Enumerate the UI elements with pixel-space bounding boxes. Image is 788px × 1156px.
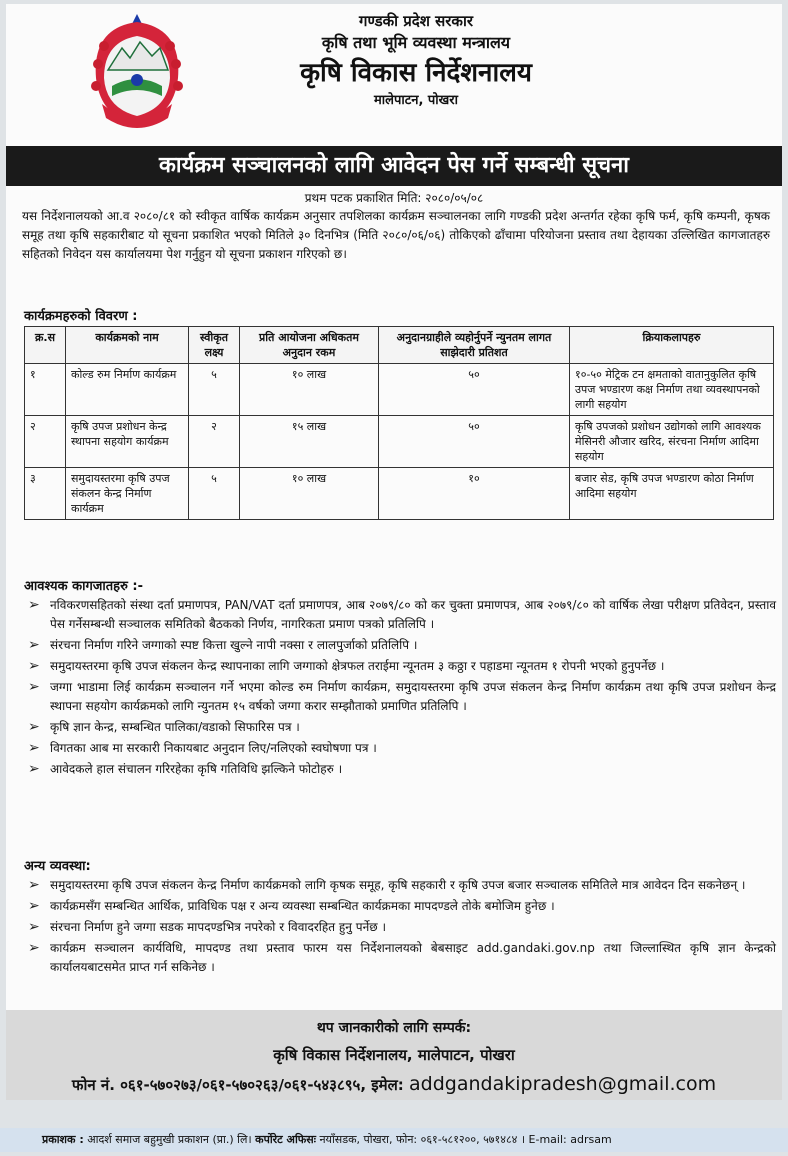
programs-table [24, 326, 774, 520]
list-item: ➢ आवेदकले हाल संचालन गरिरहेका कृषि गतिविधि झल्किने फोटोहरु । [28, 761, 343, 777]
office-label: कर्पोरेट अफिसः [255, 1133, 316, 1146]
list-item: ➢ विगतका आब मा सरकारी निकायबाट अनुदान लिए/नलिएको स्वघोषणा पत्र । [28, 740, 377, 756]
documents-list [24, 596, 776, 781]
col-share: अनुदानग्राहीले व्यहोर्नुपर्ने न्युनतम लागत साझेदारी प्रतिशत [379, 327, 570, 364]
publisher-label: प्रकाशक : [42, 1133, 84, 1146]
col-name: कार्यक्रमको नाम [66, 327, 189, 364]
publisher-footer [0, 1128, 788, 1152]
cell-target: ५ [189, 364, 240, 416]
table-row [25, 364, 774, 416]
office-location: मालेपाटन, पोखरा [373, 93, 458, 109]
cell-grant: १० लाख [240, 468, 379, 520]
cell-activities: १०-५० मेट्रिक टन क्षमताको वातानुकुलित कृषि उपज भण्डारण कक्ष निर्माण तथा व्यवस्थापनको लागी सहयोग [570, 364, 774, 416]
publication-date: प्रथम पटक प्रकाशित मिति: २०८०/०५/०८ [304, 191, 484, 205]
cell-activities: कृषि उपजको प्रशोधन उद्योगको लागि आवश्यक मेसिनरी औजार खरिद, संरचना निर्माण आदिमा सहयोग [570, 416, 774, 468]
programs-heading: कार्यक्रमहरुको विवरण : [24, 309, 138, 324]
arrow-bullet-icon: ➢ [28, 898, 40, 914]
cell-sn: ३ [25, 468, 66, 520]
notice-title: कार्यक्रम सञ्चालनको लागि आवेदन पेस गर्ने सम्बन्धी सूचना [6, 146, 782, 186]
list-item: ➢ जग्गा भाडामा लिई कार्यक्रम सञ्चालन गर्ने भएमा कोल्ड रुम निर्माण कार्यक्रम, समुदायस्तरमा कृषि उपज संकलन केन्द्र निर्माण कार्यक्रम तथा कृषि उपज प्रशोधन केन्द्र स्थापना सहयोग कार्यक्रमको लागि न्युनतम १५ वर्षको जग्गा करार सम्झौताको प्रमाणित प्रतिलिपि । [28, 679, 776, 713]
cell-grant: १० लाख [240, 364, 379, 416]
table-row [25, 416, 774, 468]
ministry-name: कृषि तथा भूमि व्यवस्था मन्त्रालय [321, 32, 511, 52]
nepal-emblem-icon [82, 8, 192, 138]
letterhead [6, 4, 782, 144]
contact-email[interactable]: addgandakipradesh@gmail.com [409, 1073, 717, 1095]
directorate-name: कृषि विकास निर्देशनालय [300, 57, 532, 88]
government-name: गण्डकी प्रदेश सरकार [359, 12, 473, 30]
list-item: ➢ समुदायस्तरमा कृषि उपज संकलन केन्द्र निर्माण कार्यक्रमको लागि कृषक समूह, कृषि सहकारी र कृषि उपज बजार सञ्चालक समितिले मात्र आवेदन दिन सकनेछन् । [28, 877, 746, 893]
list-item: ➢ संरचना निर्माण गरिने जग्गाको स्पष्ट कित्ता खुल्ने नापी नक्सा र लालपुर्जाको प्रतिलिपि । [28, 637, 418, 653]
cell-share: ५० [379, 416, 570, 468]
cell-sn: १ [25, 364, 66, 416]
list-item: ➢ कार्यक्रमसँग सम्बन्धित आर्थिक, प्राविधिक पक्ष र अन्य व्यवस्था सम्बन्धित कार्यक्रमका मापदण्डले तोके बमोजिम हुनेछ । [28, 898, 555, 914]
notice-sheet [6, 4, 782, 1100]
letterhead-text [206, 10, 626, 110]
arrow-bullet-icon: ➢ [28, 919, 40, 935]
contact-office: कृषि विकास निर्देशनालय, मालेपाटन, पोखरा [273, 1046, 515, 1064]
cell-share: ५० [379, 364, 570, 416]
arrow-bullet-icon: ➢ [28, 597, 40, 613]
contact-line [6, 1073, 782, 1095]
intro-paragraph: यस निर्देशनालयको आ.व २०८०/८१ को स्वीकृत वार्षिक कार्यक्रम अनुसार तपशिलका कार्यक्रम सञ्चालनका लागि गण्डकी प्रदेश अन्तर्गत रहेका कृषि फर्म, कृषि कम्पनी, कृषक समूह तथा कृषि सहकारीबाट यो सूचना प्रकाशित भएको मितिले ३० दिनभित्र (मिति २०८०/०६/०६) तोकिएको ढाँचामा परियोजना प्रस्ताव तथा देहायका उल्लिखित कागजातहरु सहितको निवेदन यस कार्यालयमा पेश गर्नुहुन यो सूचना प्रकाशन गरिएको छ। [22, 209, 770, 261]
list-item: ➢ कृषि ज्ञान केन्द्र, सम्बन्धित पालिका/वडाको सिफारिस पत्र । [28, 719, 300, 735]
contact-box [6, 1010, 782, 1100]
cell-name: कोल्ड रुम निर्माण कार्यक्रम [66, 364, 189, 416]
arrow-bullet-icon: ➢ [28, 761, 40, 777]
cell-name: कृषि उपज प्रशोधन केन्द्र स्थापना सहयोग कार्यक्रम [66, 416, 189, 468]
list-item: ➢ संरचना निर्माण हुने जग्गा सडक मापदण्डभित्र नपरेको र विवादरहित हुनु पर्नेछ । [28, 919, 387, 935]
arrow-bullet-icon: ➢ [28, 877, 40, 893]
col-activities: क्रियाकलापहरु [570, 327, 774, 364]
cell-sn: २ [25, 416, 66, 468]
cell-grant: १५ लाख [240, 416, 379, 468]
office-details: नयाँसडक, पोखरा, फोन: ०६१-५८१२००, ५७१४८४ । E-mail: adrsam [319, 1133, 612, 1146]
col-sn: क्र.स [25, 327, 66, 364]
arrow-bullet-icon: ➢ [28, 637, 40, 653]
publisher-name: आदर्श समाज बहुमुखी प्रकाशन (प्रा.) लि। [87, 1133, 252, 1146]
list-item: ➢ नविकरणसहितको संस्था दर्ता प्रमाणपत्र, PAN/VAT दर्ता प्रमाणपत्र, आब २०७९/८० को कर चुक्ता प्रमाणपत्र, आब २०७९/८० को वार्षिक लेखा परीक्षण प्रतिवेदन, प्रस्ताव पेस गर्नेसम्बन्धी सञ्चालक समितिको बैठकको निर्णय, नागरिकता प्रमाण पत्रको प्रतिलिपि । [28, 597, 776, 631]
cell-target: २ [189, 416, 240, 468]
cell-share: १० [379, 468, 570, 520]
list-item: ➢ कार्यक्रम सञ्चालन कार्यविधि, मापदण्ड तथा प्रस्ताव फारम यस निर्देशनालयको बेबसाइट add.gandaki.gov.np तथा जिल्लास्थित कृषि ज्ञान केन्द्रको कार्यालयबाटसमेत प्राप्त गर्न सकिनेछ । [28, 940, 776, 974]
other-heading: अन्य व्यवस्था: [24, 859, 91, 874]
list-item: ➢ समुदायस्तरमा कृषि उपज संकलन केन्द्र स्थापनाका लागि जग्गाको क्षेत्रफल तराईमा न्यूनतम ३ कठ्ठा र पहाडमा न्यूनतम १ रोपनी भएको हुनुपर्नेछ । [28, 658, 665, 674]
table-row [25, 468, 774, 520]
arrow-bullet-icon: ➢ [28, 940, 40, 956]
cell-name: समुदायस्तरमा कृषि उपज संकलन केन्द्र निर्माण कार्यक्रम [66, 468, 189, 520]
arrow-bullet-icon: ➢ [28, 719, 40, 735]
arrow-bullet-icon: ➢ [28, 658, 40, 674]
contact-heading: थप जानकारीको लागि सम्पर्क: [316, 1020, 472, 1036]
arrow-bullet-icon: ➢ [28, 679, 40, 695]
contact-phone: फोन नं. ०६१-५७०२७३/०६१-५७०२६३/०६१-५४३८९५, इमेल: [71, 1076, 404, 1094]
table-header-row [25, 327, 774, 364]
documents-heading: आवश्यक कागजातहरु :- [24, 579, 143, 594]
other-list [24, 876, 776, 979]
arrow-bullet-icon: ➢ [28, 740, 40, 756]
cell-activities: बजार सेड, कृषि उपज भण्डारण कोठा निर्माण आदिमा सहयोग [570, 468, 774, 520]
col-grant: प्रति आयोजना अधिकतम अनुदान रकम [240, 327, 379, 364]
col-target: स्वीकृत लक्ष्य [189, 327, 240, 364]
cell-target: ५ [189, 468, 240, 520]
